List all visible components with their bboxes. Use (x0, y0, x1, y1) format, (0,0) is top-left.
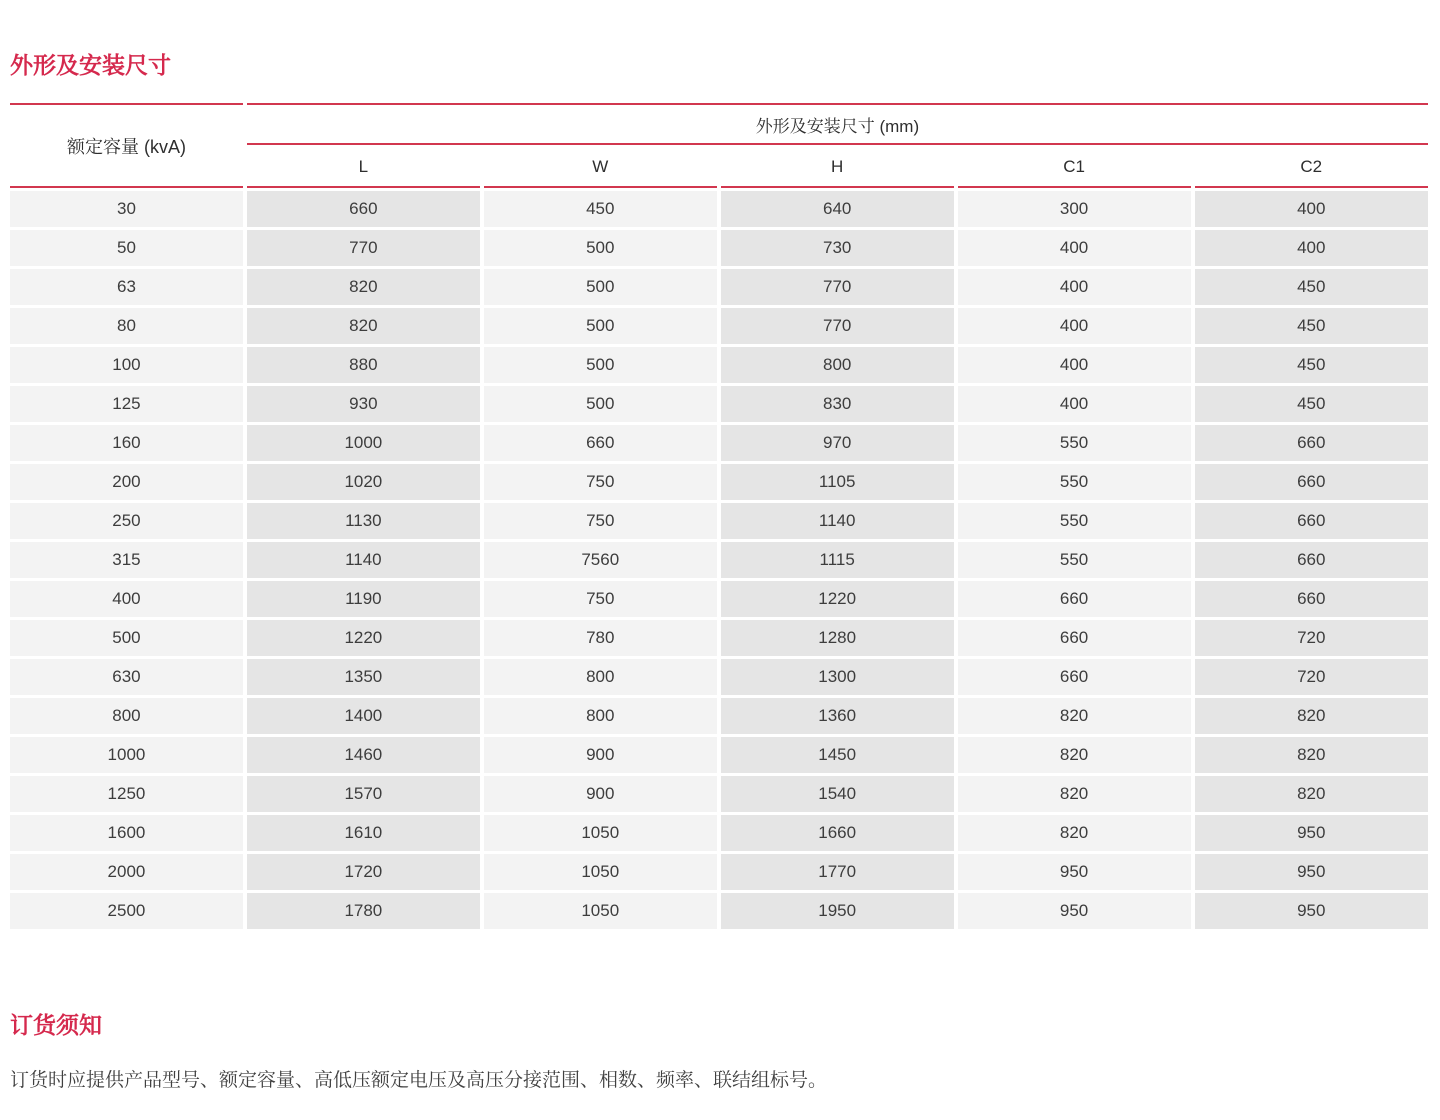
dim-cell: 950 (958, 893, 1191, 929)
dim-cell: 820 (958, 698, 1191, 734)
dim-cell: 1540 (721, 776, 954, 812)
table-row (10, 230, 1428, 266)
dim-cell: 820 (958, 776, 1191, 812)
dim-cell: 1450 (721, 737, 954, 773)
dim-cell: 400 (958, 386, 1191, 422)
dim-cell: 780 (484, 620, 717, 656)
dim-cell: 400 (958, 308, 1191, 344)
capacity-cell: 100 (10, 347, 243, 383)
capacity-cell: 315 (10, 542, 243, 578)
dim-header-C2: C2 (1195, 148, 1428, 188)
dim-cell: 820 (247, 308, 480, 344)
capacity-cell: 80 (10, 308, 243, 344)
dim-cell: 660 (1195, 581, 1428, 617)
table-row (10, 386, 1428, 422)
dim-cell: 1460 (247, 737, 480, 773)
capacity-cell: 400 (10, 581, 243, 617)
dim-cell: 830 (721, 386, 954, 422)
dim-cell: 800 (484, 659, 717, 695)
dim-cell: 1220 (721, 581, 954, 617)
dim-cell: 500 (484, 269, 717, 305)
dim-cell: 1115 (721, 542, 954, 578)
dim-cell: 660 (958, 659, 1191, 695)
dim-cell: 770 (721, 269, 954, 305)
capacity-cell: 200 (10, 464, 243, 500)
dim-cell: 880 (247, 347, 480, 383)
ordering-section-title: 订货须知 (10, 1012, 102, 1038)
dim-cell: 660 (1195, 425, 1428, 461)
dim-cell: 930 (247, 386, 480, 422)
dim-cell: 820 (247, 269, 480, 305)
dim-cell: 400 (958, 230, 1191, 266)
dim-cell: 900 (484, 737, 717, 773)
dim-cell: 450 (1195, 386, 1428, 422)
dim-cell: 7560 (484, 542, 717, 578)
dim-cell: 500 (484, 347, 717, 383)
dim-cell: 400 (958, 269, 1191, 305)
dim-cell: 450 (1195, 347, 1428, 383)
dim-cell: 730 (721, 230, 954, 266)
dim-cell: 660 (1195, 503, 1428, 539)
dimensions-section-title: 外形及安装尺寸 (10, 52, 171, 78)
dim-cell: 950 (1195, 893, 1428, 929)
dim-cell: 750 (484, 464, 717, 500)
dim-cell: 750 (484, 503, 717, 539)
table-row (10, 620, 1428, 656)
dim-cell: 800 (721, 347, 954, 383)
dim-cell: 550 (958, 542, 1191, 578)
dim-cell: 1610 (247, 815, 480, 851)
capacity-cell: 1250 (10, 776, 243, 812)
dim-cell: 450 (1195, 269, 1428, 305)
dim-cell: 1130 (247, 503, 480, 539)
capacity-cell: 30 (10, 191, 243, 227)
dim-cell: 950 (1195, 815, 1428, 851)
table-row (10, 815, 1428, 851)
dim-cell: 1660 (721, 815, 954, 851)
capacity-header-cell: 额定容量 (kvA) (10, 103, 243, 188)
dim-cell: 1220 (247, 620, 480, 656)
dim-cell: 1190 (247, 581, 480, 617)
capacity-cell: 50 (10, 230, 243, 266)
group-header-cell: 外形及安装尺寸 (mm) (247, 103, 1428, 145)
dim-cell: 1050 (484, 893, 717, 929)
dim-cell: 400 (1195, 191, 1428, 227)
dim-cell: 1770 (721, 854, 954, 890)
dim-cell: 500 (484, 386, 717, 422)
dim-cell: 550 (958, 464, 1191, 500)
capacity-cell: 2000 (10, 854, 243, 890)
dim-cell: 1570 (247, 776, 480, 812)
dim-cell: 770 (247, 230, 480, 266)
table-row (10, 425, 1428, 461)
capacity-cell: 125 (10, 386, 243, 422)
dim-cell: 820 (1195, 737, 1428, 773)
table-header (10, 103, 1428, 188)
dim-cell: 660 (958, 620, 1191, 656)
ordering-note: 订货时应提供产品型号、额定容量、高低压额定电压及高压分接范围、相数、频率、联结组标号。 (10, 1070, 828, 1091)
dim-header-W: W (484, 148, 717, 188)
dim-cell: 900 (484, 776, 717, 812)
dim-cell: 1000 (247, 425, 480, 461)
dim-cell: 800 (484, 698, 717, 734)
dim-cell: 1720 (247, 854, 480, 890)
table-row (10, 737, 1428, 773)
dim-cell: 820 (1195, 776, 1428, 812)
capacity-cell: 800 (10, 698, 243, 734)
dim-cell: 820 (1195, 698, 1428, 734)
dim-header-C1: C1 (958, 148, 1191, 188)
capacity-cell: 160 (10, 425, 243, 461)
dim-cell: 950 (1195, 854, 1428, 890)
table-body (10, 191, 1428, 929)
dim-cell: 660 (247, 191, 480, 227)
dim-cell: 820 (958, 737, 1191, 773)
capacity-cell: 250 (10, 503, 243, 539)
table-row (10, 542, 1428, 578)
dim-cell: 1050 (484, 815, 717, 851)
table-row (10, 698, 1428, 734)
dim-cell: 500 (484, 308, 717, 344)
dim-cell: 660 (484, 425, 717, 461)
dim-cell: 750 (484, 581, 717, 617)
dim-cell: 1140 (721, 503, 954, 539)
table-row (10, 308, 1428, 344)
dim-cell: 550 (958, 503, 1191, 539)
dim-cell: 1400 (247, 698, 480, 734)
dim-cell: 400 (958, 347, 1191, 383)
dim-cell: 1300 (721, 659, 954, 695)
table-row (10, 581, 1428, 617)
dim-cell: 1350 (247, 659, 480, 695)
table-row (10, 776, 1428, 812)
dim-cell: 640 (721, 191, 954, 227)
dim-cell: 1050 (484, 854, 717, 890)
table-row (10, 659, 1428, 695)
dim-cell: 450 (1195, 308, 1428, 344)
dim-cell: 1950 (721, 893, 954, 929)
dim-cell: 1280 (721, 620, 954, 656)
table-row (10, 893, 1428, 929)
dim-cell: 450 (484, 191, 717, 227)
dim-cell: 1020 (247, 464, 480, 500)
group-header-row (10, 103, 1428, 145)
dim-cell: 1360 (721, 698, 954, 734)
table-row (10, 854, 1428, 890)
dim-cell: 660 (1195, 464, 1428, 500)
table-row (10, 503, 1428, 539)
dim-cell: 970 (721, 425, 954, 461)
dim-cell: 720 (1195, 659, 1428, 695)
dim-cell: 550 (958, 425, 1191, 461)
dim-cell: 1780 (247, 893, 480, 929)
table-row (10, 269, 1428, 305)
dim-cell: 820 (958, 815, 1191, 851)
capacity-cell: 630 (10, 659, 243, 695)
dim-header-L: L (247, 148, 480, 188)
capacity-cell: 1600 (10, 815, 243, 851)
dim-cell: 1140 (247, 542, 480, 578)
dim-cell: 500 (484, 230, 717, 266)
dim-cell: 1105 (721, 464, 954, 500)
table-row (10, 347, 1428, 383)
dim-cell: 950 (958, 854, 1191, 890)
dim-cell: 400 (1195, 230, 1428, 266)
capacity-cell: 2500 (10, 893, 243, 929)
dim-header-H: H (721, 148, 954, 188)
capacity-cell: 500 (10, 620, 243, 656)
table-row (10, 191, 1428, 227)
dimensions-table (6, 100, 1432, 932)
table-row (10, 464, 1428, 500)
dim-cell: 660 (958, 581, 1191, 617)
capacity-cell: 63 (10, 269, 243, 305)
dim-cell: 660 (1195, 542, 1428, 578)
dim-cell: 770 (721, 308, 954, 344)
dim-cell: 300 (958, 191, 1191, 227)
capacity-cell: 1000 (10, 737, 243, 773)
dim-cell: 720 (1195, 620, 1428, 656)
